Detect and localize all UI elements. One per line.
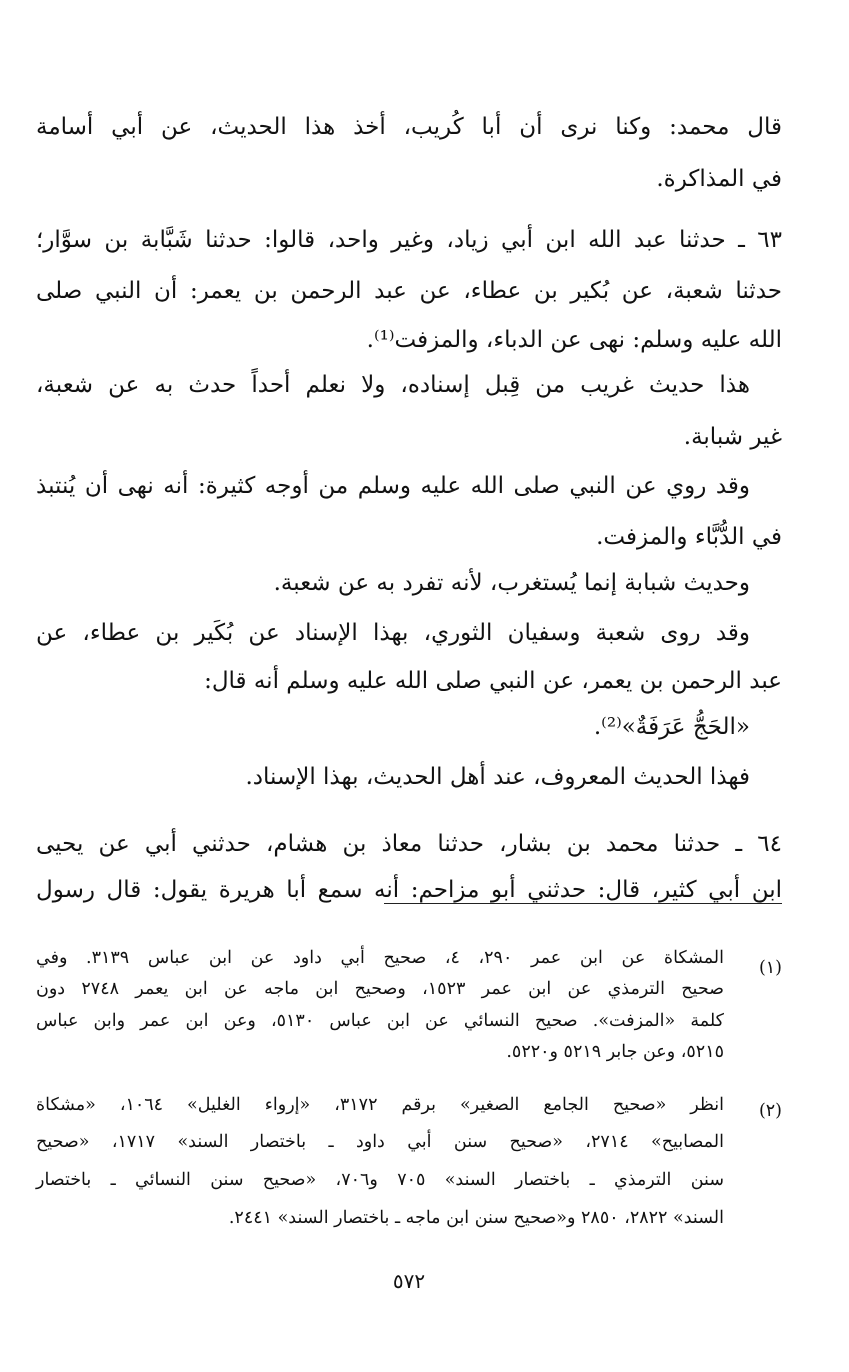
footnote-number: (٢) — [758, 1101, 782, 1121]
book-page — [36, 0, 782, 1372]
footnote-line: انظر «صحيح الجامع الصغير» برقم ٣١٧٢، «إرواء الغليل» ١٠٦٤، «مشكاة — [36, 1095, 724, 1115]
text-line: وقد روي عن النبي صلى الله عليه وسلم من أوجه كثيرة: أنه نهى أن يُنتبذ — [36, 473, 750, 499]
footnote-line: كلمة «المزفت». صحيح النسائي عن ابن عباس ٥١٣٠، وعن ابن عمر وابن عباس — [36, 1011, 724, 1031]
footnote-line: السند» ٢٨٢٢، ٢٨٥٠ و«صحيح سنن ابن ماجه ـ باختصار السند» ٢٤٤١. — [228, 1208, 724, 1228]
text-line: وحديث شبابة إنما يُستغرب، لأنه تفرد به عن شعبة. — [273, 570, 750, 596]
text-line: وقد روى شعبة وسفيان الثوري، بهذا الإسناد عن بُكَير بن عطاء، عن — [36, 620, 750, 646]
text-line: الله عليه وسلم: نهى عن الدباء، والمزفت⁽¹⁾. — [366, 327, 782, 353]
footnote-line: المصابيح» ٢٧١٤، «صحيح سنن أبي داود ـ باختصار السند» ١٧١٧، «صحيح — [36, 1132, 724, 1152]
text-line: قال محمد: وكنا نرى أن أبا كُريب، أخذ هذا الحديث، عن أبي أسامة — [36, 114, 782, 140]
hadith-63-start: ٦٣ ـ حدثنا عبد الله ابن أبي زياد، وغير واحد، قالوا: حدثنا شَبَّابة بن سوَّار؛ — [36, 227, 782, 253]
hadith-64-start: ٦٤ ـ حدثنا محمد بن بشار، حدثنا معاذ بن هشام، حدثني أبي عن يحيى — [36, 831, 782, 857]
footnote-line: صحيح الترمذي عن ابن عمر ١٥٢٣، وصحيح ابن ماجه عن ابن يعمر ٢٧٤٨ دون — [36, 979, 724, 999]
footnote-separator — [384, 903, 782, 904]
footnote-line: ٥٢١٥، وعن جابر ٥٢١٩ و٥٢٢٠. — [506, 1042, 724, 1062]
footnote-line: المشكاة عن ابن عمر ٢٩٠، ٤، صحيح أبي داود عن ابن عباس ٣١٣٩. وفي — [36, 948, 724, 968]
text-line: في الدُّبَّاء والمزفت. — [596, 524, 782, 550]
page-number: ٥٧٢ — [392, 1269, 426, 1293]
text-line: ابن أبي كثير، قال: حدثني أبو مزاحم: أنه سمع أبا هريرة يقول: قال رسول — [36, 877, 782, 903]
text-line: حدثنا شعبة، عن بُكير بن عطاء، عن عبد الرحمن بن يعمر: أن النبي صلى — [36, 278, 782, 304]
text-line: هذا حديث غريب من قِبل إسناده، ولا نعلم أحداً حدث به عن شعبة، — [36, 372, 750, 398]
footnote-number: (١) — [758, 958, 782, 978]
text-line: عبد الرحمن بن يعمر، عن النبي صلى الله عليه وسلم أنه قال: — [204, 668, 782, 694]
text-line: في المذاكرة. — [656, 166, 782, 192]
text-line: غير شبابة. — [683, 424, 782, 450]
text-line: فهذا الحديث المعروف، عند أهل الحديث، بهذا الإسناد. — [245, 764, 750, 790]
quote-line: «الحَجُّ عَرَفَةٌ»⁽²⁾. — [593, 714, 750, 740]
footnote-line: سنن الترمذي ـ باختصار السند» ٧٠٥ و٧٠٦، «صحيح سنن النسائي ـ باختصار — [36, 1170, 724, 1190]
